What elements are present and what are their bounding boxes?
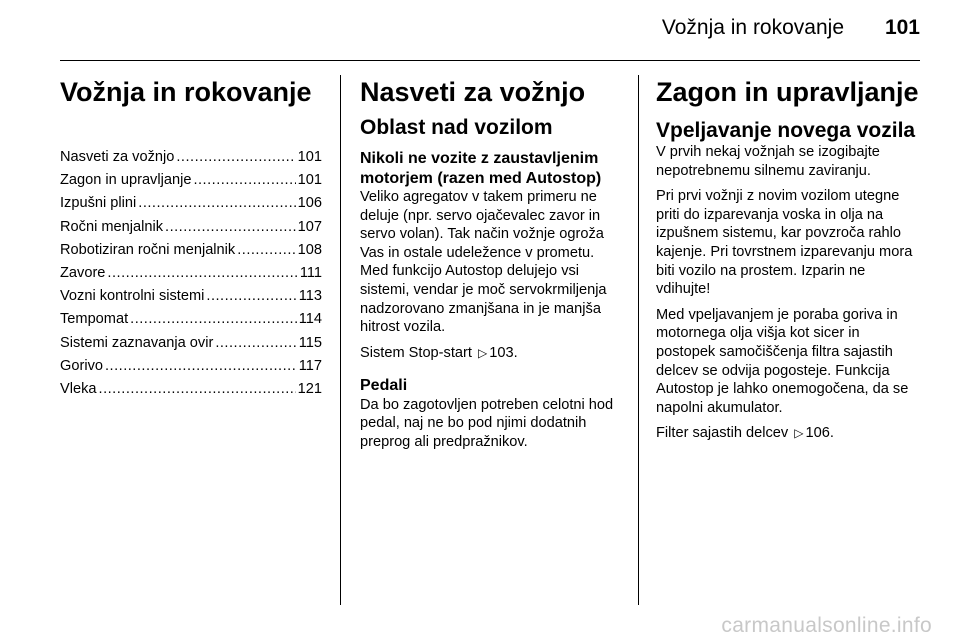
toc-entry-page: 107	[297, 218, 322, 235]
toc-entry-label: Ročni menjalnik	[60, 218, 164, 235]
toc-leader-dots	[138, 194, 295, 213]
arrow-right-icon: ▷	[477, 345, 488, 360]
subsection-title: Vpeljavanje novega vozila	[656, 119, 916, 142]
toc-entry[interactable]	[60, 357, 322, 376]
section-title: Nasveti za vožnjo	[360, 77, 586, 107]
toc-leader-dots	[165, 218, 296, 237]
toc-entry[interactable]	[60, 287, 322, 306]
toc-entry-label: Zagon in upravljanje	[60, 172, 192, 189]
toc-leader-dots	[193, 171, 295, 190]
chapter-title: Vožnja in rokovanje	[60, 77, 312, 107]
pedals-heading: Pedali	[360, 377, 408, 395]
toc-entry-page: 106	[297, 195, 322, 212]
toc-entry-label: Vozni kontrolni sistemi	[60, 288, 205, 305]
reference-label: Filter sajastih delcev	[656, 425, 789, 442]
subsection-title: Oblast nad vozilom	[360, 116, 553, 139]
toc-entry-page: 117	[298, 357, 322, 374]
reference-label: Sistem Stop-start	[360, 344, 472, 361]
column-divider	[638, 75, 639, 605]
body-paragraph: Da bo zagotovljen potreben celotni hod pedal, naj ne bo pod njimi dodatnih preprog ali predpražnikov.	[360, 396, 614, 451]
toc-entry-label: Sistemi zaznavanja ovir	[60, 334, 214, 351]
toc-entry-page: 113	[298, 288, 322, 305]
toc-leader-dots	[215, 334, 296, 353]
toc-entry-page: 114	[298, 311, 322, 328]
page-header	[60, 0, 920, 61]
page-number: 101	[884, 16, 920, 39]
cross-reference[interactable]	[656, 424, 921, 443]
toc-leader-dots	[176, 148, 295, 167]
toc-entry[interactable]	[60, 194, 322, 213]
toc-entry[interactable]	[60, 171, 322, 190]
toc-entry[interactable]	[60, 310, 322, 329]
toc-entry[interactable]	[60, 264, 322, 283]
warning-heading: Nikoli ne vozite z zaustavljenim motorjem (razen med Autostop)	[360, 150, 602, 187]
toc-entry[interactable]	[60, 218, 322, 237]
reference-page: 103.	[489, 344, 518, 361]
running-header-title: Vožnja in rokovanje	[661, 16, 844, 39]
toc-entry-page: 101	[297, 149, 322, 165]
toc-entry-page: 111	[299, 264, 322, 281]
toc-leader-dots	[130, 310, 297, 329]
toc-entry-label: Gorivo	[60, 357, 103, 374]
toc-entry-label: Vleka	[60, 380, 97, 397]
start-operation-column	[656, 76, 921, 608]
reference-page: 106.	[805, 425, 834, 442]
body-paragraph: Med vpeljavanjem je poraba goriva in motornega olja višja kot sicer in postopek samočiščenja filtra sajastih delcev se odvija pogosteje. Funkcija Autostop je lahko onemogočena, da se napolni akumulator.	[656, 306, 909, 416]
body-paragraph: Pri prvi vožnji z novim vozilom utegne priti do izparevanja voska in olja na izpušnem sistemu, kar povzroča rahlo kajenje. Pri tovrstnem izparevanju mora biti vozilo na prostem. Izparin ne vdihujte!	[656, 188, 913, 298]
toc-leader-dots	[99, 380, 296, 399]
toc-entry-label: Nasveti za vožnjo	[60, 149, 175, 165]
cross-reference[interactable]	[360, 344, 622, 363]
toc-column	[60, 76, 322, 608]
toc-entry[interactable]	[60, 148, 322, 167]
arrow-right-icon: ▷	[794, 426, 804, 441]
toc-entry[interactable]	[60, 380, 322, 399]
toc-entry-label: Zavore	[60, 264, 106, 281]
toc-entry-label: Izpušni plini	[60, 195, 137, 212]
section-title: Zagon in upravljanje	[656, 77, 919, 107]
toc-leader-dots	[206, 287, 296, 306]
toc-entry-page: 108	[297, 241, 322, 258]
toc-entry-page: 115	[298, 334, 322, 351]
toc-entry-page: 101	[297, 172, 322, 189]
toc-leader-dots	[237, 241, 295, 260]
toc-leader-dots	[105, 357, 297, 376]
toc-entry-page: 121	[297, 380, 322, 397]
toc-entry-label: Robotiziran ročni menjalnik	[60, 241, 236, 258]
body-paragraph: V prvih nekaj vožnjah se izogibajte nepotrebnemu silnemu zaviranju.	[656, 144, 880, 179]
body-paragraph: Veliko agregatov v takem primeru ne deluje (npr. servo ojačevalec zavor in servo volan). Tak način vožnje ogroža Vas in ostale udeležence v prometu. Med funkcijo Autostop delujejo vsi sistemi, vendar je moč servokrmiljenja nadzorovano zmanjšana in je manjša hitrost vozila.	[360, 189, 607, 336]
watermark: carmanualsonline.info	[721, 614, 932, 637]
driving-tips-column	[360, 76, 622, 608]
toc-entry[interactable]	[60, 241, 322, 260]
toc-entry-label: Tempomat	[60, 311, 129, 328]
column-divider	[340, 75, 341, 605]
toc-entry[interactable]	[60, 334, 322, 353]
toc-leader-dots	[107, 264, 297, 283]
table-of-contents	[60, 148, 322, 398]
